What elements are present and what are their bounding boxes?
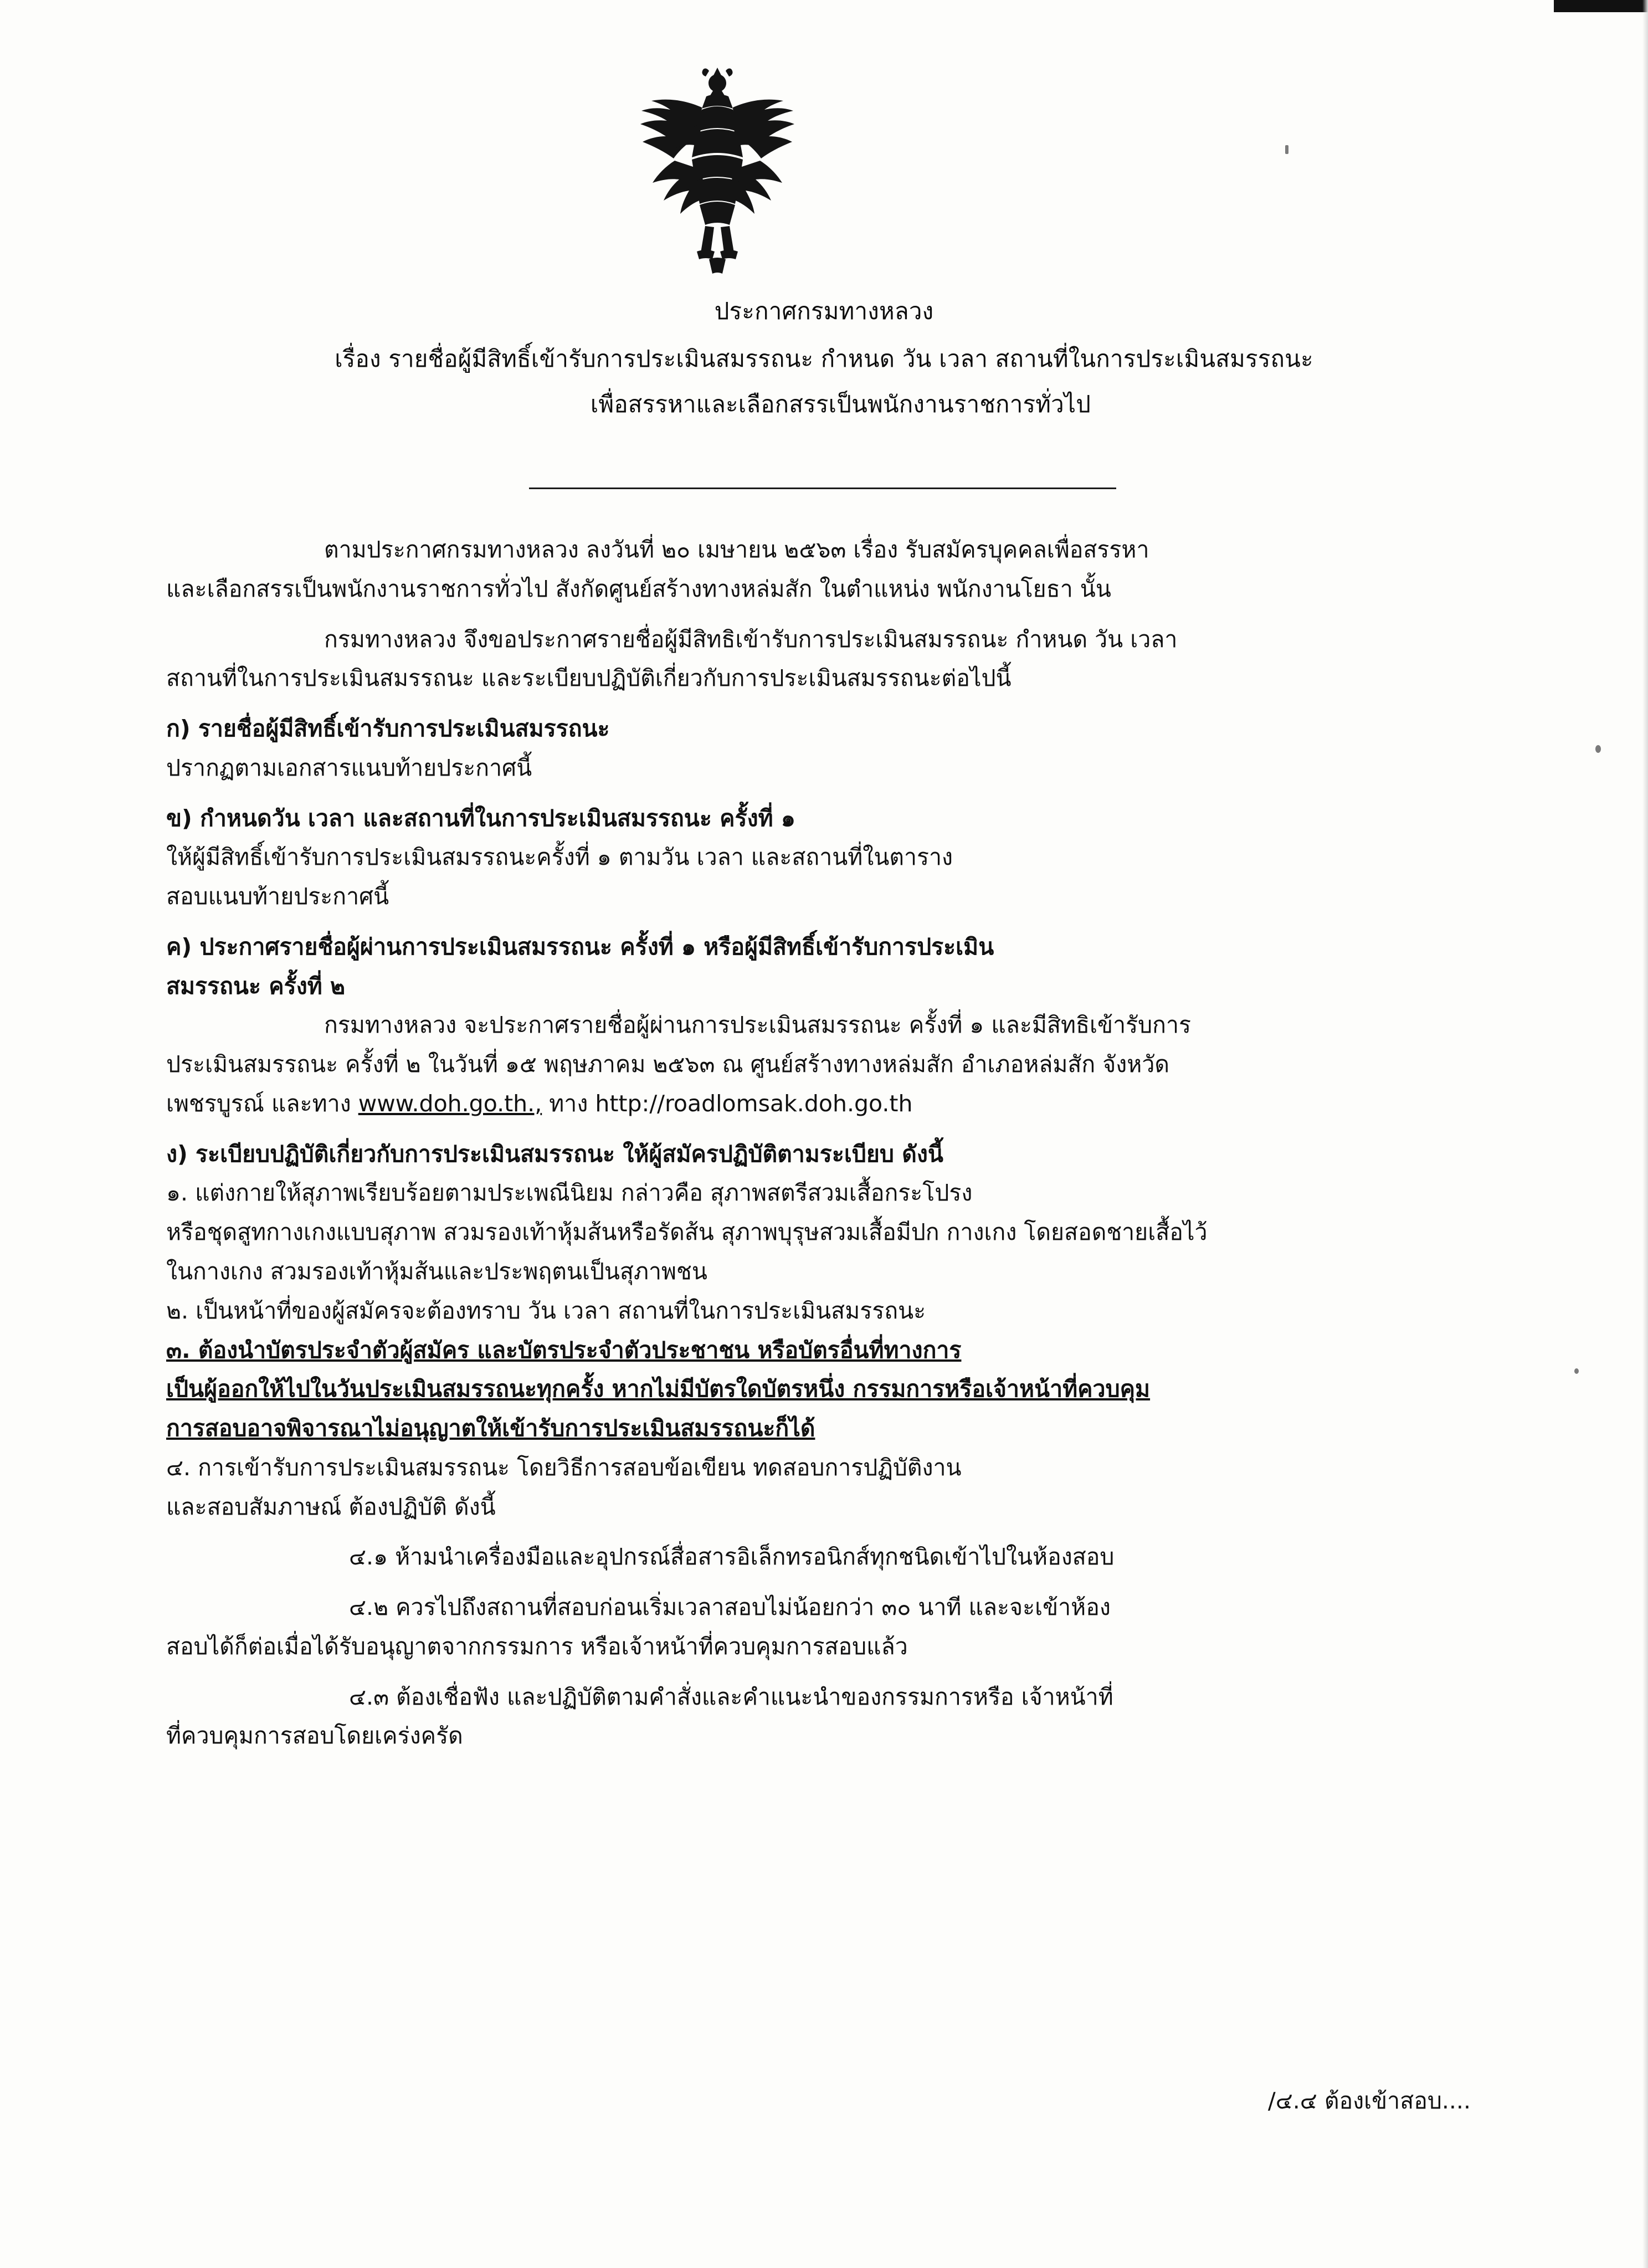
document-body xyxy=(166,532,1490,1757)
paragraph-2-line-1: กรมทางหลวง จึงขอประกาศรายชื่อผู้มีสิทธิเข้ารับการประเมินสมรรถนะ กำหนด วัน เวลา xyxy=(324,625,1178,653)
section-b-body-line-1: ให้ผู้มีสิทธิ์เข้ารับการประเมินสมรรถนะครั้งที่ ๑ ตามวัน เวลา และสถานที่ในตาราง xyxy=(166,844,953,871)
announcement-subject-line2: เพื่อสรรหาและเลือกสรรเป็นพนักงานราชการทั่วไป xyxy=(590,390,1091,418)
rule-1-line-2: หรือชุดสูทกางเกงแบบสุภาพ สวมรองเท้าหุ้มส้นหรือรัดส้น สุภาพบุรุษสวมเสื้อมีปก กางเกง โดยสอดชายเสื้อไว้ xyxy=(166,1219,1208,1246)
section-c-body-line-2: ประเมินสมรรถนะ ครั้งที่ ๒ ในวันที่ ๑๕ พฤษภาคม ๒๕๖๓ ณ ศูนย์สร้างทางหล่มสัก อำเภอหล่มสัก จังหวัด xyxy=(166,1051,1169,1078)
rule-3-line-2: เป็นผู้ออกให้ไปในวันประเมินสมรรถนะทุกครั้ง หากไม่มีบัตรใดบัตรหนึ่ง กรรมการหรือเจ้าหน้าที่ควบคุม xyxy=(166,1376,1151,1403)
paragraph-1-line-2: และเลือกสรรเป็นพนักงานราชการทั่วไป สังกัดศูนย์สร้างทางหล่มสัก ในตำแหน่ง พนักงานโยธา นั้น xyxy=(166,575,1111,602)
roadlomsak-website-link[interactable]: http://roadlomsak.doh.go.th xyxy=(595,1090,913,1117)
paragraph-2-line-2: สถานที่ในการประเมินสมรรถนะ และระเบียบปฏิบัติเกี่ยวกับการประเมินสมรรถนะต่อไปนี้ xyxy=(166,665,1012,692)
rule-4-line-2: และสอบสัมภาษณ์ ต้องปฏิบัติ ดังนี้ xyxy=(166,1493,496,1520)
section-c-title-line-1: ค) ประกาศรายชื่อผู้ผ่านการประเมินสมรรถนะ ครั้งที่ ๑ หรือผู้มีสิทธิ์เข้ารับการประเมิน xyxy=(166,933,994,960)
section-d-title: ง) ระเบียบปฏิบัติเกี่ยวกับการประเมินสมรรถนะ ให้ผู้สมัครปฏิบัติตามระเบียบ ดังนี้ xyxy=(166,1140,943,1167)
rule-4-line-1: ๔. การเข้ารับการประเมินสมรรถนะ โดยวิธีการสอบข้อเขียน ทดสอบการปฏิบัติงาน xyxy=(166,1454,962,1481)
header-divider xyxy=(529,488,1116,489)
rule-3-line-3: การสอบอาจพิจารณาไม่อนุญาตให้เข้ารับการประเมินสมรรถนะก็ได้ xyxy=(166,1415,815,1442)
rule-2-line-1: ๒. เป็นหน้าที่ของผู้สมัครจะต้องทราบ วัน เวลา สถานที่ในการประเมินสมรรถนะ xyxy=(166,1297,926,1324)
rule-4-1: ๔.๑ ห้ามนำเครื่องมือและอุปกรณ์สื่อสารอิเล็กทรอนิกส์ทุกชนิดเข้าไปในห้องสอบ xyxy=(349,1543,1115,1571)
rule-4-2-line-1: ๔.๒ ควรไปถึงสถานที่สอบก่อนเริ่มเวลาสอบไม่น้อยกว่า ๓๐ นาที และจะเข้าห้อง xyxy=(349,1594,1111,1621)
announcement-subject-line1: เรื่อง รายชื่อผู้มีสิทธิ์เข้ารับการประเมินสมรรถนะ กำหนด วัน เวลา สถานที่ในการประเมินสมรรถนะ xyxy=(335,345,1313,372)
document-header xyxy=(0,294,1648,422)
announcement-authority: ประกาศกรมทางหลวง xyxy=(714,297,934,325)
section-a-title: ก) รายชื่อผู้มีสิทธิ์เข้ารับการประเมินสมรรถนะ xyxy=(166,715,610,742)
doh-website-link[interactable]: www.doh.go.th., xyxy=(358,1090,542,1117)
section-a-body: ปรากฏตามเอกสารแนบท้ายประกาศนี้ xyxy=(166,754,532,781)
rule-3-line-1: ๓. ต้องนำบัตรประจำตัวผู้สมัคร และบัตรประจำตัวประชาชน หรือบัตรอื่นที่ทางการ xyxy=(166,1336,962,1363)
garuda-emblem xyxy=(626,66,809,277)
section-b-body-line-2: สอบแนบท้ายประกาศนี้ xyxy=(166,883,389,910)
section-c-body-line-1: กรมทางหลวง จะประกาศรายชื่อผู้ผ่านการประเมินสมรรถนะ ครั้งที่ ๑ และมีสิทธิเข้ารับการ xyxy=(324,1012,1192,1039)
rule-1-line-1: ๑. แต่งกายให้สุภาพเรียบร้อยตามประเพณีนิยม กล่าวคือ สุภาพสตรีสวมเสื้อกระโปรง xyxy=(166,1179,973,1207)
rule-1-line-3: ในกางเกง สวมรองเท้าหุ้มส้นและประพฤตนเป็นสุภาพชน xyxy=(166,1258,707,1285)
section-c-body-line-3-middle: ทาง xyxy=(542,1090,595,1117)
section-c-body-line-3-prefix: เพชรบูรณ์ และทาง xyxy=(166,1090,358,1117)
rule-4-3-line-1: ๔.๓ ต้องเชื่อฟัง และปฏิบัติตามคำสั่งและคำแนะนำของกรรมการหรือ เจ้าหน้าที่ xyxy=(349,1683,1113,1710)
section-b-title: ข) กำหนดวัน เวลา และสถานที่ในการประเมินสมรรถนะ ครั้งที่ ๑ xyxy=(166,804,795,832)
page-continuation-note: /๔.๔ ต้องเข้าสอบ.... xyxy=(1267,2087,1471,2114)
rule-4-2-line-2: สอบได้ก็ต่อเมื่อได้รับอนุญาตจากกรรมการ หรือเจ้าหน้าที่ควบคุมการสอบแล้ว xyxy=(166,1633,908,1660)
section-c-title-line-2: สมรรถนะ ครั้งที่ ๒ xyxy=(166,972,346,999)
section-c-body-line-3 xyxy=(166,1086,1490,1122)
rule-4-3-line-2: ที่ควบคุมการสอบโดยเคร่งครัด xyxy=(166,1722,463,1749)
paragraph-1-line-1: ตามประกาศกรมทางหลวง ลงวันที่ ๒๐ เมษายน ๒๕๖๓ เรื่อง รับสมัครบุคคลเพื่อสรรหา xyxy=(324,536,1149,563)
